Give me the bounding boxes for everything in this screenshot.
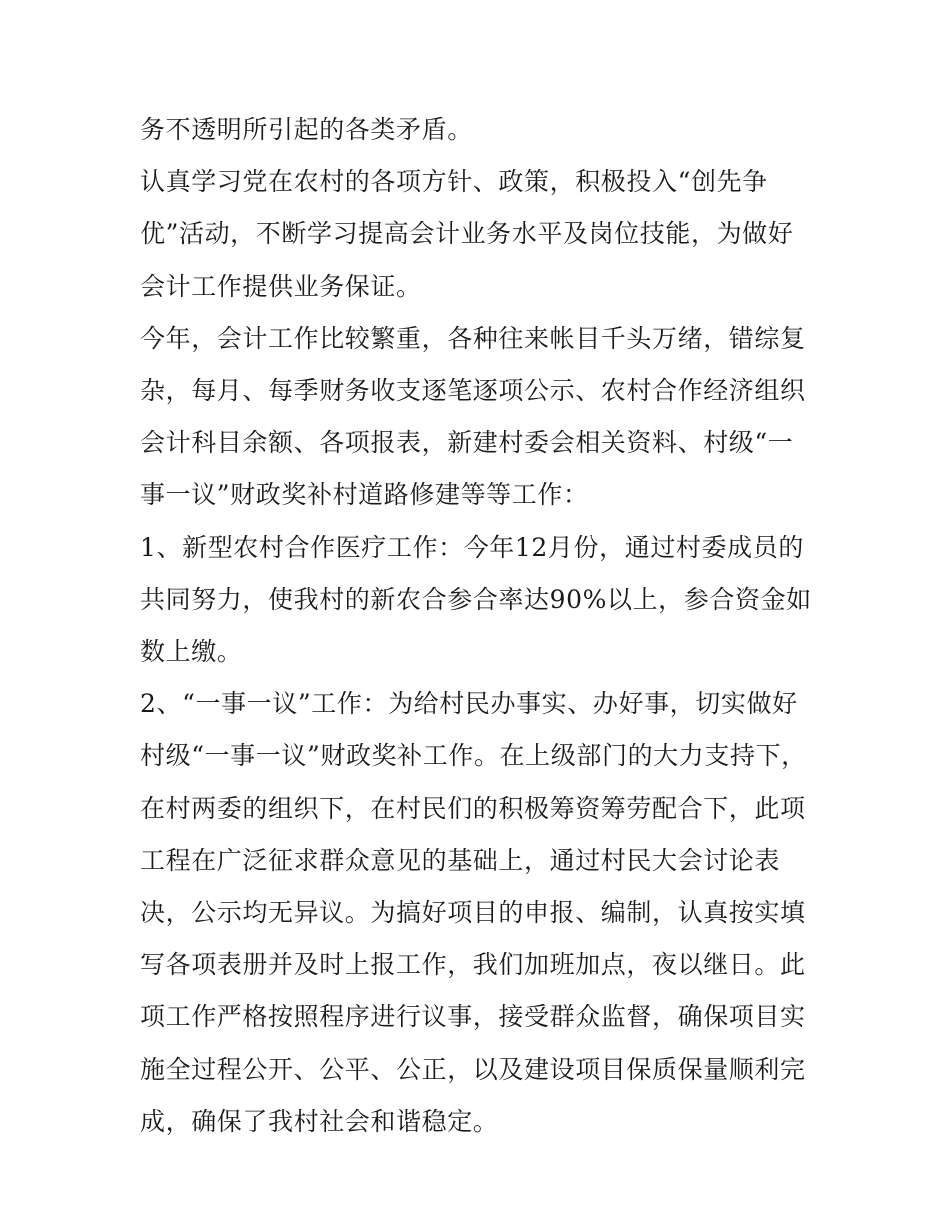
- paragraph-item-1-medical: 1、新型农村合作医疗工作：今年12月份，通过村委成员的共同努力，使我村的新农合参合率达90%以上，参合资金如数上缴。: [140, 532, 812, 667]
- paragraph-item-2-one-matter: 2、“一事一议”工作：为给村民办事实、办好事，切实做好村级“一事一议”财政奖补工作。在上级部门的大力支持下，在村两委的组织下，在村民们的积极筹资筹劳配合下，此项工程在广泛征求群众意见的基础上，通过村民大会讨论表决，公示均无异议。为搞好项目的申报、编制，认真按实填写各项表册并及时上报工作，我们加班加点，夜以继日。此项工作严格按照程序进行议事，接受群众监督，确保项目实施全过程公开、公平、公正，以及建设项目保质保量顺利完成，确保了我村社会和谐稳定。: [140, 689, 807, 1136]
- paragraph-study-policy: 认真学习党在农村的各项方针、政策，积极投入“创先争优”活动，不断学习提高会计业务水平及岗位技能，为做好会计工作提供业务保证。: [140, 167, 794, 301]
- paragraph-accounting-work: 今年，会计工作比较繁重，各种往来帐目千头万绪，错综复杂，每月、每季财务收支逐笔逐项公示、农村合作经济组织会计科目余额、各项报表，新建村委会相关资料、村级“一事一议”财政奖补村道路修建等等工作：: [140, 323, 806, 510]
- document-body: [140, 104, 815, 1148]
- paragraph-contradictions-end: 务不透明所引起的各类矛盾。: [140, 115, 473, 144]
